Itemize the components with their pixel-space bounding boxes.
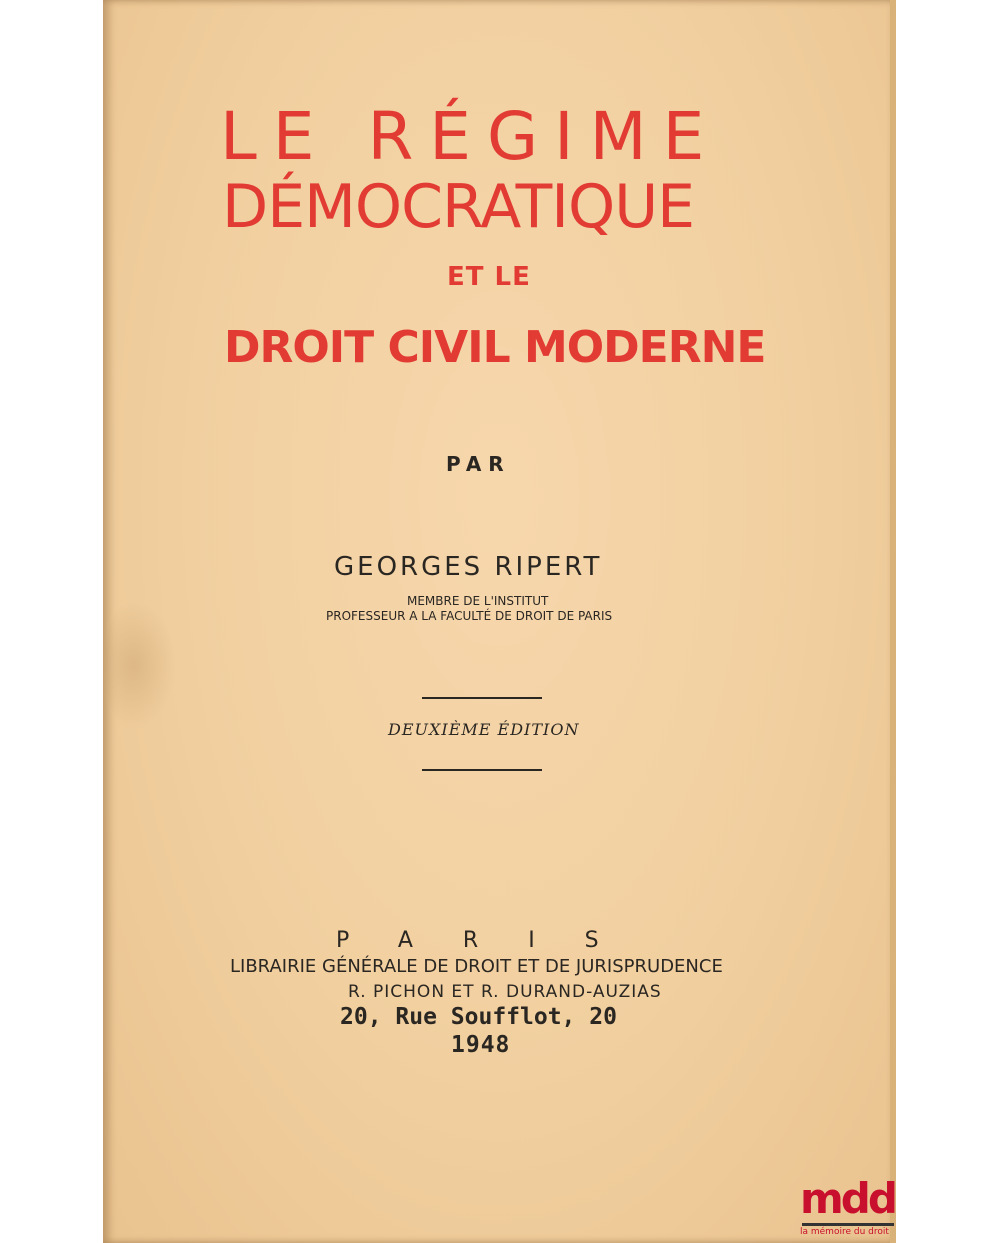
publisher-address: 20, Rue Soufflot, 20	[340, 1004, 617, 1030]
divider-top	[422, 697, 542, 699]
divider-bottom	[422, 769, 542, 771]
author-affiliation-2: PROFESSEUR A LA FACULTÉ DE DROIT DE PARIS	[326, 609, 613, 623]
publisher-city: PARIS	[336, 928, 649, 953]
author-affiliation-1: MEMBRE DE L'INSTITUT	[407, 594, 549, 608]
cover-edge	[890, 0, 896, 1243]
title-line-1: LE RÉGIME	[220, 98, 721, 175]
title-line-4: DROIT CIVIL MODERNE	[224, 322, 766, 373]
edition-label: DEUXIÈME ÉDITION	[388, 720, 580, 739]
publication-year: 1948	[451, 1032, 511, 1058]
publisher-name: LIBRAIRIE GÉNÉRALE DE DROIT ET DE JURISPRUDENCE	[230, 956, 723, 977]
logo-bar	[802, 1223, 894, 1226]
author-name: GEORGES RIPERT	[334, 552, 603, 582]
logo-text: mdd	[800, 1174, 895, 1223]
logo-tagline: la mémoire du droit	[800, 1227, 889, 1237]
by-label: PAR	[446, 452, 511, 476]
mdd-logo	[800, 1176, 896, 1240]
title-line-2: DÉMOCRATIQUE	[222, 172, 695, 242]
title-line-3: ET LE	[447, 262, 531, 292]
printer-name: R. PICHON ET R. DURAND-AUZIAS	[348, 982, 662, 1002]
paper-stain	[106, 600, 176, 730]
